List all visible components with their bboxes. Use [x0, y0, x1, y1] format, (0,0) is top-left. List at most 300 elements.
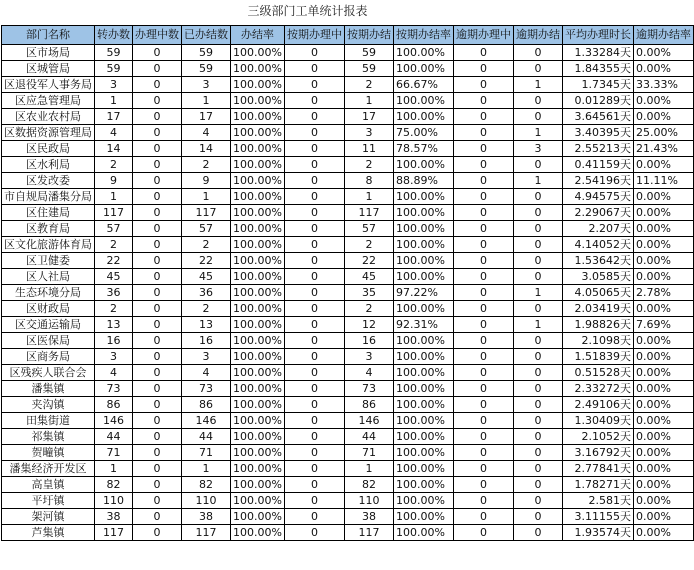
column-header[interactable]: 部门名称 — [2, 26, 95, 45]
ontime-rate-cell: 100.00% — [393, 461, 453, 477]
table-row — [2, 237, 694, 253]
in-progress-cell: 0 — [133, 333, 182, 349]
overdue-completed-cell: 1 — [513, 125, 562, 141]
in-progress-cell: 0 — [133, 221, 182, 237]
dept-name-cell: 区住建局 — [2, 205, 95, 221]
overdue-completed-cell: 0 — [513, 61, 562, 77]
ontime-rate-cell: 92.31% — [393, 317, 453, 333]
ontime-in-progress-cell: 0 — [284, 301, 344, 317]
transfer-count-cell: 38 — [95, 509, 133, 525]
table-row — [2, 349, 694, 365]
completed-cell: 117 — [182, 525, 231, 541]
overdue-completed-cell: 0 — [513, 109, 562, 125]
overdue-in-progress-cell: 0 — [453, 397, 513, 413]
overdue-in-progress-cell: 0 — [453, 525, 513, 541]
column-header[interactable]: 按期办结率 — [393, 26, 453, 45]
completion-rate-cell: 100.00% — [231, 381, 285, 397]
table-row — [2, 445, 694, 461]
ontime-rate-cell: 100.00% — [393, 509, 453, 525]
dept-name-cell: 区交通运输局 — [2, 317, 95, 333]
completion-rate-cell: 100.00% — [231, 349, 285, 365]
avg-duration-cell: 3.16792天 — [562, 445, 633, 461]
overdue-completed-cell: 0 — [513, 253, 562, 269]
overdue-rate-cell: 25.00% — [633, 125, 693, 141]
completed-cell: 44 — [182, 429, 231, 445]
overdue-completed-cell: 0 — [513, 269, 562, 285]
table-row — [2, 461, 694, 477]
overdue-in-progress-cell: 0 — [453, 141, 513, 157]
completed-cell: 117 — [182, 205, 231, 221]
in-progress-cell: 0 — [133, 397, 182, 413]
completion-rate-cell: 100.00% — [231, 445, 285, 461]
overdue-in-progress-cell: 0 — [453, 285, 513, 301]
dept-name-cell: 生态环境分局 — [2, 285, 95, 301]
ontime-completed-cell: 16 — [344, 333, 393, 349]
ontime-completed-cell: 11 — [344, 141, 393, 157]
completed-cell: 73 — [182, 381, 231, 397]
overdue-rate-cell: 0.00% — [633, 253, 693, 269]
overdue-in-progress-cell: 0 — [453, 269, 513, 285]
ontime-completed-cell: 117 — [344, 525, 393, 541]
column-header[interactable]: 按期办结 — [344, 26, 393, 45]
ontime-completed-cell: 17 — [344, 109, 393, 125]
dept-name-cell: 田集街道 — [2, 413, 95, 429]
ontime-in-progress-cell: 0 — [284, 173, 344, 189]
overdue-in-progress-cell: 0 — [453, 381, 513, 397]
overdue-in-progress-cell: 0 — [453, 317, 513, 333]
completion-rate-cell: 100.00% — [231, 285, 285, 301]
table-row — [2, 141, 694, 157]
completion-rate-cell: 100.00% — [231, 125, 285, 141]
in-progress-cell: 0 — [133, 365, 182, 381]
table-row — [2, 301, 694, 317]
completion-rate-cell: 100.00% — [231, 333, 285, 349]
overdue-rate-cell: 0.00% — [633, 333, 693, 349]
dept-name-cell: 平圩镇 — [2, 493, 95, 509]
dept-name-cell: 区数据资源管理局 — [2, 125, 95, 141]
completed-cell: 17 — [182, 109, 231, 125]
header-row — [2, 26, 694, 45]
ontime-completed-cell: 86 — [344, 397, 393, 413]
overdue-rate-cell: 0.00% — [633, 157, 693, 173]
overdue-in-progress-cell: 0 — [453, 77, 513, 93]
completed-cell: 22 — [182, 253, 231, 269]
overdue-completed-cell: 0 — [513, 333, 562, 349]
completion-rate-cell: 100.00% — [231, 253, 285, 269]
ontime-rate-cell: 100.00% — [393, 349, 453, 365]
overdue-rate-cell: 0.00% — [633, 189, 693, 205]
overdue-rate-cell: 7.69% — [633, 317, 693, 333]
in-progress-cell: 0 — [133, 125, 182, 141]
overdue-in-progress-cell: 0 — [453, 221, 513, 237]
in-progress-cell: 0 — [133, 525, 182, 541]
overdue-in-progress-cell: 0 — [453, 237, 513, 253]
ontime-in-progress-cell: 0 — [284, 189, 344, 205]
dept-name-cell: 区市场局 — [2, 45, 95, 61]
overdue-rate-cell: 0.00% — [633, 221, 693, 237]
column-header[interactable]: 办结率 — [231, 26, 285, 45]
dept-name-cell: 区文化旅游体育局 — [2, 237, 95, 253]
overdue-in-progress-cell: 0 — [453, 157, 513, 173]
transfer-count-cell: 2 — [95, 301, 133, 317]
dept-name-cell: 潘集经济开发区 — [2, 461, 95, 477]
ontime-rate-cell: 100.00% — [393, 205, 453, 221]
avg-duration-cell: 2.207天 — [562, 221, 633, 237]
overdue-rate-cell: 0.00% — [633, 269, 693, 285]
in-progress-cell: 0 — [133, 157, 182, 173]
completed-cell: 36 — [182, 285, 231, 301]
completion-rate-cell: 100.00% — [231, 77, 285, 93]
completed-cell: 1 — [182, 93, 231, 109]
ontime-in-progress-cell: 0 — [284, 461, 344, 477]
avg-duration-cell: 3.40395天 — [562, 125, 633, 141]
completion-rate-cell: 100.00% — [231, 157, 285, 173]
overdue-in-progress-cell: 0 — [453, 109, 513, 125]
table-row — [2, 397, 694, 413]
ontime-rate-cell: 78.57% — [393, 141, 453, 157]
completion-rate-cell: 100.00% — [231, 61, 285, 77]
ontime-in-progress-cell: 0 — [284, 525, 344, 541]
ontime-in-progress-cell: 0 — [284, 269, 344, 285]
avg-duration-cell: 1.78271天 — [562, 477, 633, 493]
ontime-completed-cell: 57 — [344, 221, 393, 237]
overdue-completed-cell: 0 — [513, 221, 562, 237]
ontime-rate-cell: 97.22% — [393, 285, 453, 301]
overdue-completed-cell: 0 — [513, 157, 562, 173]
overdue-rate-cell: 0.00% — [633, 461, 693, 477]
completed-cell: 1 — [182, 189, 231, 205]
table-row — [2, 269, 694, 285]
ontime-in-progress-cell: 0 — [284, 45, 344, 61]
ontime-rate-cell: 100.00% — [393, 525, 453, 541]
ontime-in-progress-cell: 0 — [284, 93, 344, 109]
ontime-completed-cell: 2 — [344, 77, 393, 93]
overdue-in-progress-cell: 0 — [453, 477, 513, 493]
avg-duration-cell: 2.29067天 — [562, 205, 633, 221]
avg-duration-cell: 0.01289天 — [562, 93, 633, 109]
overdue-rate-cell: 0.00% — [633, 61, 693, 77]
avg-duration-cell: 2.33272天 — [562, 381, 633, 397]
completion-rate-cell: 100.00% — [231, 509, 285, 525]
ontime-in-progress-cell: 0 — [284, 477, 344, 493]
ontime-completed-cell: 1 — [344, 461, 393, 477]
ontime-rate-cell: 100.00% — [393, 269, 453, 285]
ontime-completed-cell: 146 — [344, 413, 393, 429]
ontime-rate-cell: 100.00% — [393, 253, 453, 269]
ontime-completed-cell: 59 — [344, 45, 393, 61]
overdue-rate-cell: 0.00% — [633, 45, 693, 61]
transfer-count-cell: 71 — [95, 445, 133, 461]
overdue-completed-cell: 0 — [513, 397, 562, 413]
transfer-count-cell: 57 — [95, 221, 133, 237]
dept-name-cell: 区医保局 — [2, 333, 95, 349]
completed-cell: 110 — [182, 493, 231, 509]
in-progress-cell: 0 — [133, 77, 182, 93]
ontime-completed-cell: 110 — [344, 493, 393, 509]
table-row — [2, 77, 694, 93]
ontime-completed-cell: 38 — [344, 509, 393, 525]
completed-cell: 16 — [182, 333, 231, 349]
avg-duration-cell: 1.53642天 — [562, 253, 633, 269]
completed-cell: 59 — [182, 45, 231, 61]
ontime-in-progress-cell: 0 — [284, 141, 344, 157]
ontime-in-progress-cell: 0 — [284, 77, 344, 93]
column-header[interactable]: 按期办理中 — [284, 26, 344, 45]
overdue-rate-cell: 0.00% — [633, 381, 693, 397]
transfer-count-cell: 36 — [95, 285, 133, 301]
dept-name-cell: 区商务局 — [2, 349, 95, 365]
overdue-completed-cell: 0 — [513, 461, 562, 477]
table-row — [2, 477, 694, 493]
overdue-in-progress-cell: 0 — [453, 509, 513, 525]
overdue-rate-cell: 0.00% — [633, 365, 693, 381]
overdue-rate-cell: 0.00% — [633, 349, 693, 365]
overdue-completed-cell: 0 — [513, 509, 562, 525]
ontime-rate-cell: 100.00% — [393, 301, 453, 317]
completion-rate-cell: 100.00% — [231, 461, 285, 477]
avg-duration-cell: 4.05065天 — [562, 285, 633, 301]
dept-name-cell: 区发改委 — [2, 173, 95, 189]
transfer-count-cell: 13 — [95, 317, 133, 333]
transfer-count-cell: 59 — [95, 45, 133, 61]
overdue-in-progress-cell: 0 — [453, 189, 513, 205]
transfer-count-cell: 22 — [95, 253, 133, 269]
stats-table — [1, 25, 694, 541]
ontime-rate-cell: 100.00% — [393, 493, 453, 509]
completed-cell: 59 — [182, 61, 231, 77]
avg-duration-cell: 0.51528天 — [562, 365, 633, 381]
dept-name-cell: 区残疾人联合会 — [2, 365, 95, 381]
ontime-completed-cell: 1 — [344, 93, 393, 109]
ontime-in-progress-cell: 0 — [284, 333, 344, 349]
ontime-in-progress-cell: 0 — [284, 429, 344, 445]
table-row — [2, 189, 694, 205]
completion-rate-cell: 100.00% — [231, 413, 285, 429]
transfer-count-cell: 82 — [95, 477, 133, 493]
dept-name-cell: 芦集镇 — [2, 525, 95, 541]
transfer-count-cell: 14 — [95, 141, 133, 157]
overdue-completed-cell: 0 — [513, 189, 562, 205]
avg-duration-cell: 2.581天 — [562, 493, 633, 509]
avg-duration-cell: 2.03419天 — [562, 301, 633, 317]
in-progress-cell: 0 — [133, 445, 182, 461]
ontime-rate-cell: 100.00% — [393, 413, 453, 429]
avg-duration-cell: 1.84355天 — [562, 61, 633, 77]
completed-cell: 2 — [182, 301, 231, 317]
transfer-count-cell: 3 — [95, 77, 133, 93]
dept-name-cell: 区应急管理局 — [2, 93, 95, 109]
table-row — [2, 173, 694, 189]
table-row — [2, 157, 694, 173]
overdue-in-progress-cell: 0 — [453, 429, 513, 445]
overdue-rate-cell: 0.00% — [633, 509, 693, 525]
overdue-rate-cell: 0.00% — [633, 93, 693, 109]
table-row — [2, 525, 694, 541]
report-title: 三级部门工单统计报表 — [247, 4, 368, 18]
ontime-in-progress-cell: 0 — [284, 365, 344, 381]
avg-duration-cell: 2.54196天 — [562, 173, 633, 189]
dept-name-cell: 潘集镇 — [2, 381, 95, 397]
completed-cell: 1 — [182, 461, 231, 477]
transfer-count-cell: 2 — [95, 237, 133, 253]
overdue-rate-cell: 0.00% — [633, 301, 693, 317]
completion-rate-cell: 100.00% — [231, 525, 285, 541]
overdue-completed-cell: 0 — [513, 525, 562, 541]
overdue-completed-cell: 0 — [513, 93, 562, 109]
overdue-rate-cell: 33.33% — [633, 77, 693, 93]
transfer-count-cell: 1 — [95, 461, 133, 477]
dept-name-cell: 市自规局潘集分局 — [2, 189, 95, 205]
table-row — [2, 429, 694, 445]
overdue-in-progress-cell: 0 — [453, 333, 513, 349]
completed-cell: 13 — [182, 317, 231, 333]
ontime-rate-cell: 100.00% — [393, 397, 453, 413]
completed-cell: 146 — [182, 413, 231, 429]
overdue-rate-cell: 0.00% — [633, 429, 693, 445]
overdue-rate-cell: 11.11% — [633, 173, 693, 189]
in-progress-cell: 0 — [133, 509, 182, 525]
overdue-completed-cell: 0 — [513, 45, 562, 61]
column-header[interactable]: 逾期办理中 — [453, 26, 513, 45]
column-header[interactable]: 逾期办结率 — [633, 26, 693, 45]
completion-rate-cell: 100.00% — [231, 301, 285, 317]
ontime-rate-cell: 100.00% — [393, 189, 453, 205]
ontime-in-progress-cell: 0 — [284, 253, 344, 269]
completion-rate-cell: 100.00% — [231, 397, 285, 413]
in-progress-cell: 0 — [133, 301, 182, 317]
table-row — [2, 333, 694, 349]
transfer-count-cell: 117 — [95, 525, 133, 541]
overdue-completed-cell: 1 — [513, 285, 562, 301]
transfer-count-cell: 17 — [95, 109, 133, 125]
avg-duration-cell: 1.51839天 — [562, 349, 633, 365]
transfer-count-cell: 73 — [95, 381, 133, 397]
overdue-rate-cell: 0.00% — [633, 397, 693, 413]
completed-cell: 9 — [182, 173, 231, 189]
dept-name-cell: 架河镇 — [2, 509, 95, 525]
completed-cell: 71 — [182, 445, 231, 461]
column-header[interactable]: 转办数 — [95, 26, 133, 45]
in-progress-cell: 0 — [133, 189, 182, 205]
ontime-in-progress-cell: 0 — [284, 221, 344, 237]
completion-rate-cell: 100.00% — [231, 109, 285, 125]
overdue-completed-cell: 0 — [513, 413, 562, 429]
column-header[interactable]: 已办结数 — [182, 26, 231, 45]
in-progress-cell: 0 — [133, 61, 182, 77]
table-row — [2, 45, 694, 61]
completion-rate-cell: 100.00% — [231, 269, 285, 285]
completed-cell: 86 — [182, 397, 231, 413]
column-header[interactable]: 办理中数 — [133, 26, 182, 45]
overdue-rate-cell: 21.43% — [633, 141, 693, 157]
dept-name-cell: 贺疃镇 — [2, 445, 95, 461]
transfer-count-cell: 117 — [95, 205, 133, 221]
ontime-completed-cell: 2 — [344, 301, 393, 317]
in-progress-cell: 0 — [133, 237, 182, 253]
overdue-rate-cell: 0.00% — [633, 413, 693, 429]
ontime-in-progress-cell: 0 — [284, 381, 344, 397]
ontime-in-progress-cell: 0 — [284, 285, 344, 301]
ontime-rate-cell: 100.00% — [393, 237, 453, 253]
transfer-count-cell: 146 — [95, 413, 133, 429]
overdue-in-progress-cell: 0 — [453, 413, 513, 429]
completed-cell: 2 — [182, 157, 231, 173]
ontime-completed-cell: 73 — [344, 381, 393, 397]
overdue-in-progress-cell: 0 — [453, 493, 513, 509]
overdue-in-progress-cell: 0 — [453, 301, 513, 317]
overdue-in-progress-cell: 0 — [453, 461, 513, 477]
completed-cell: 3 — [182, 349, 231, 365]
in-progress-cell: 0 — [133, 429, 182, 445]
in-progress-cell: 0 — [133, 141, 182, 157]
ontime-completed-cell: 59 — [344, 61, 393, 77]
ontime-completed-cell: 117 — [344, 205, 393, 221]
ontime-in-progress-cell: 0 — [284, 413, 344, 429]
column-header[interactable]: 平均办理时长 — [562, 26, 633, 45]
transfer-count-cell: 110 — [95, 493, 133, 509]
ontime-in-progress-cell: 0 — [284, 157, 344, 173]
dept-name-cell: 区水利局 — [2, 157, 95, 173]
in-progress-cell: 0 — [133, 349, 182, 365]
ontime-completed-cell: 45 — [344, 269, 393, 285]
overdue-completed-cell: 1 — [513, 317, 562, 333]
avg-duration-cell: 1.30409天 — [562, 413, 633, 429]
ontime-rate-cell: 100.00% — [393, 445, 453, 461]
table-body — [2, 45, 694, 541]
table-row — [2, 493, 694, 509]
completed-cell: 45 — [182, 269, 231, 285]
ontime-rate-cell: 100.00% — [393, 221, 453, 237]
overdue-rate-cell: 0.00% — [633, 205, 693, 221]
ontime-rate-cell: 100.00% — [393, 157, 453, 173]
overdue-completed-cell: 1 — [513, 77, 562, 93]
ontime-completed-cell: 2 — [344, 157, 393, 173]
avg-duration-cell: 4.94575天 — [562, 189, 633, 205]
completion-rate-cell: 100.00% — [231, 317, 285, 333]
overdue-in-progress-cell: 0 — [453, 365, 513, 381]
table-row — [2, 61, 694, 77]
overdue-completed-cell: 0 — [513, 381, 562, 397]
overdue-completed-cell: 0 — [513, 237, 562, 253]
overdue-completed-cell: 0 — [513, 429, 562, 445]
table-row — [2, 125, 694, 141]
ontime-completed-cell: 3 — [344, 125, 393, 141]
table-row — [2, 317, 694, 333]
ontime-in-progress-cell: 0 — [284, 445, 344, 461]
completion-rate-cell: 100.00% — [231, 189, 285, 205]
dept-name-cell: 区民政局 — [2, 141, 95, 157]
table-row — [2, 109, 694, 125]
dept-name-cell: 区教育局 — [2, 221, 95, 237]
ontime-rate-cell: 100.00% — [393, 477, 453, 493]
column-header[interactable]: 逾期办结 — [513, 26, 562, 45]
dept-name-cell: 夹沟镇 — [2, 397, 95, 413]
overdue-completed-cell: 1 — [513, 173, 562, 189]
overdue-completed-cell: 0 — [513, 493, 562, 509]
ontime-rate-cell: 88.89% — [393, 173, 453, 189]
ontime-completed-cell: 12 — [344, 317, 393, 333]
ontime-rate-cell: 66.67% — [393, 77, 453, 93]
ontime-in-progress-cell: 0 — [284, 509, 344, 525]
ontime-in-progress-cell: 0 — [284, 317, 344, 333]
transfer-count-cell: 45 — [95, 269, 133, 285]
avg-duration-cell: 1.7345天 — [562, 77, 633, 93]
overdue-rate-cell: 0.00% — [633, 109, 693, 125]
table-row — [2, 413, 694, 429]
in-progress-cell: 0 — [133, 253, 182, 269]
overdue-in-progress-cell: 0 — [453, 61, 513, 77]
overdue-rate-cell: 0.00% — [633, 493, 693, 509]
